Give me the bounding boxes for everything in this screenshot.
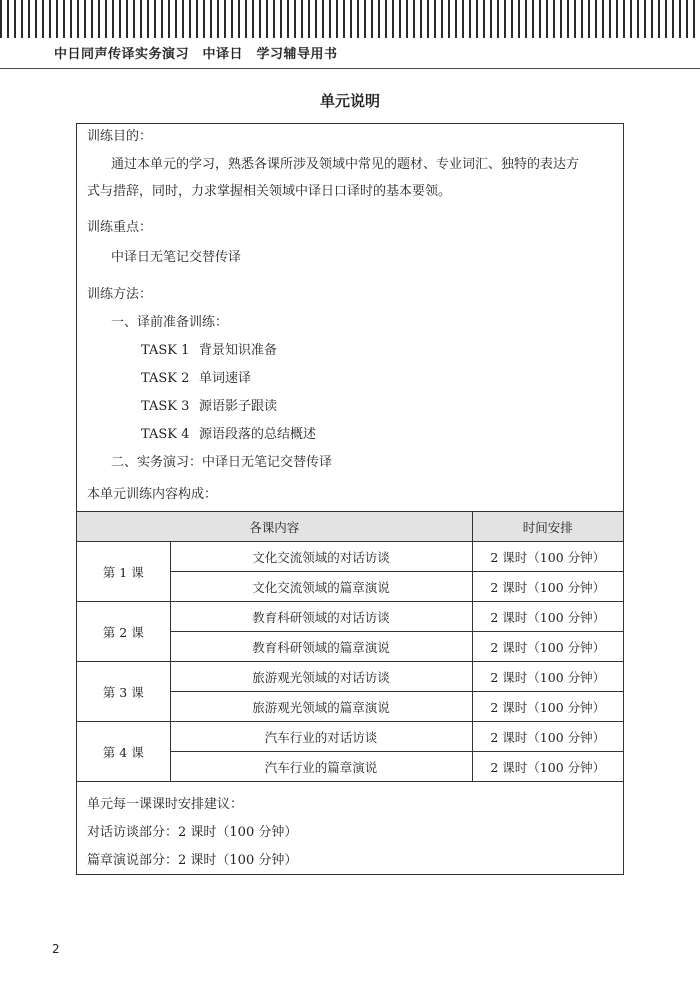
suggestion-heading: 单元每一课课时安排建议： xyxy=(87,797,244,812)
task-id: TASK 3 xyxy=(141,399,190,414)
lesson-content: 文化交流领域的对话访谈 xyxy=(170,542,472,572)
objective-heading: 训练目的： xyxy=(87,129,153,144)
method-step-2: 二、实务演习：中译日无笔记交替传译 xyxy=(111,455,333,470)
focus-heading: 训练重点： xyxy=(87,220,153,235)
lesson-content: 汽车行业的对话访谈 xyxy=(170,722,472,752)
table-row xyxy=(77,722,623,752)
running-header-text: 中日同声传译实务演习 中译日 学习辅导用书 xyxy=(54,47,338,62)
table-row xyxy=(77,602,623,632)
table-row xyxy=(77,662,623,692)
lesson-content: 汽车行业的篇章演说 xyxy=(170,752,472,782)
header-stripe-band xyxy=(0,0,700,38)
lesson-time: 2 课时（100 分钟） xyxy=(472,752,623,782)
method-step-1: 一、译前准备训练： xyxy=(111,315,229,330)
method-heading: 训练方法： xyxy=(87,287,153,302)
running-header xyxy=(0,38,700,69)
lesson-content: 旅游观光领域的篇章演说 xyxy=(170,692,472,722)
objective-line-1: 通过本单元的学习，熟悉各课所涉及领域中常见的题材、专业词汇、独特的表达方 xyxy=(111,157,580,172)
lesson-time: 2 课时（100 分钟） xyxy=(472,632,623,662)
column-header-time: 时间安排 xyxy=(472,512,623,542)
table-header-row xyxy=(77,512,623,542)
lesson-time: 2 课时（100 分钟） xyxy=(472,602,623,632)
lesson-label: 第 2 课 xyxy=(77,602,170,662)
task-name: 源语影子跟读 xyxy=(199,399,278,414)
page-number: 2 xyxy=(52,942,60,956)
column-header-content: 各课内容 xyxy=(77,512,472,542)
lesson-time: 2 课时（100 分钟） xyxy=(472,542,623,572)
objective-line-2: 式与措辞，同时，力求掌握相关领域中译日口译时的基本要领。 xyxy=(87,184,452,199)
task-id: TASK 4 xyxy=(141,427,190,442)
task-name: 单词速译 xyxy=(199,371,252,386)
suggestion-line-2: 篇章演说部分：2 课时（100 分钟） xyxy=(87,853,298,868)
lesson-label: 第 1 课 xyxy=(77,542,170,602)
composition-heading: 本单元训练内容构成： xyxy=(87,487,218,502)
lesson-content: 文化交流领域的篇章演说 xyxy=(170,572,472,602)
task-name: 背景知识准备 xyxy=(199,343,278,358)
lesson-time: 2 课时（100 分钟） xyxy=(472,662,623,692)
suggestion-line-1: 对话访谈部分：2 课时（100 分钟） xyxy=(87,825,298,840)
task-id: TASK 1 xyxy=(141,343,190,358)
unit-description-box xyxy=(76,123,624,875)
lesson-content: 教育科研领域的篇章演说 xyxy=(170,632,472,662)
lesson-label: 第 3 课 xyxy=(77,662,170,722)
lesson-content: 教育科研领域的对话访谈 xyxy=(170,602,472,632)
lesson-time: 2 课时（100 分钟） xyxy=(472,722,623,752)
lesson-content: 旅游观光领域的对话访谈 xyxy=(170,662,472,692)
task-name: 源语段落的总结概述 xyxy=(199,427,317,442)
lesson-plan-table xyxy=(77,511,623,782)
table-row xyxy=(77,542,623,572)
page-title: 单元说明 xyxy=(319,92,380,110)
task-id: TASK 2 xyxy=(141,371,190,386)
focus-text: 中译日无笔记交替传译 xyxy=(111,250,242,265)
lesson-label: 第 4 课 xyxy=(77,722,170,782)
lesson-time: 2 课时（100 分钟） xyxy=(472,692,623,722)
lesson-time: 2 课时（100 分钟） xyxy=(472,572,623,602)
